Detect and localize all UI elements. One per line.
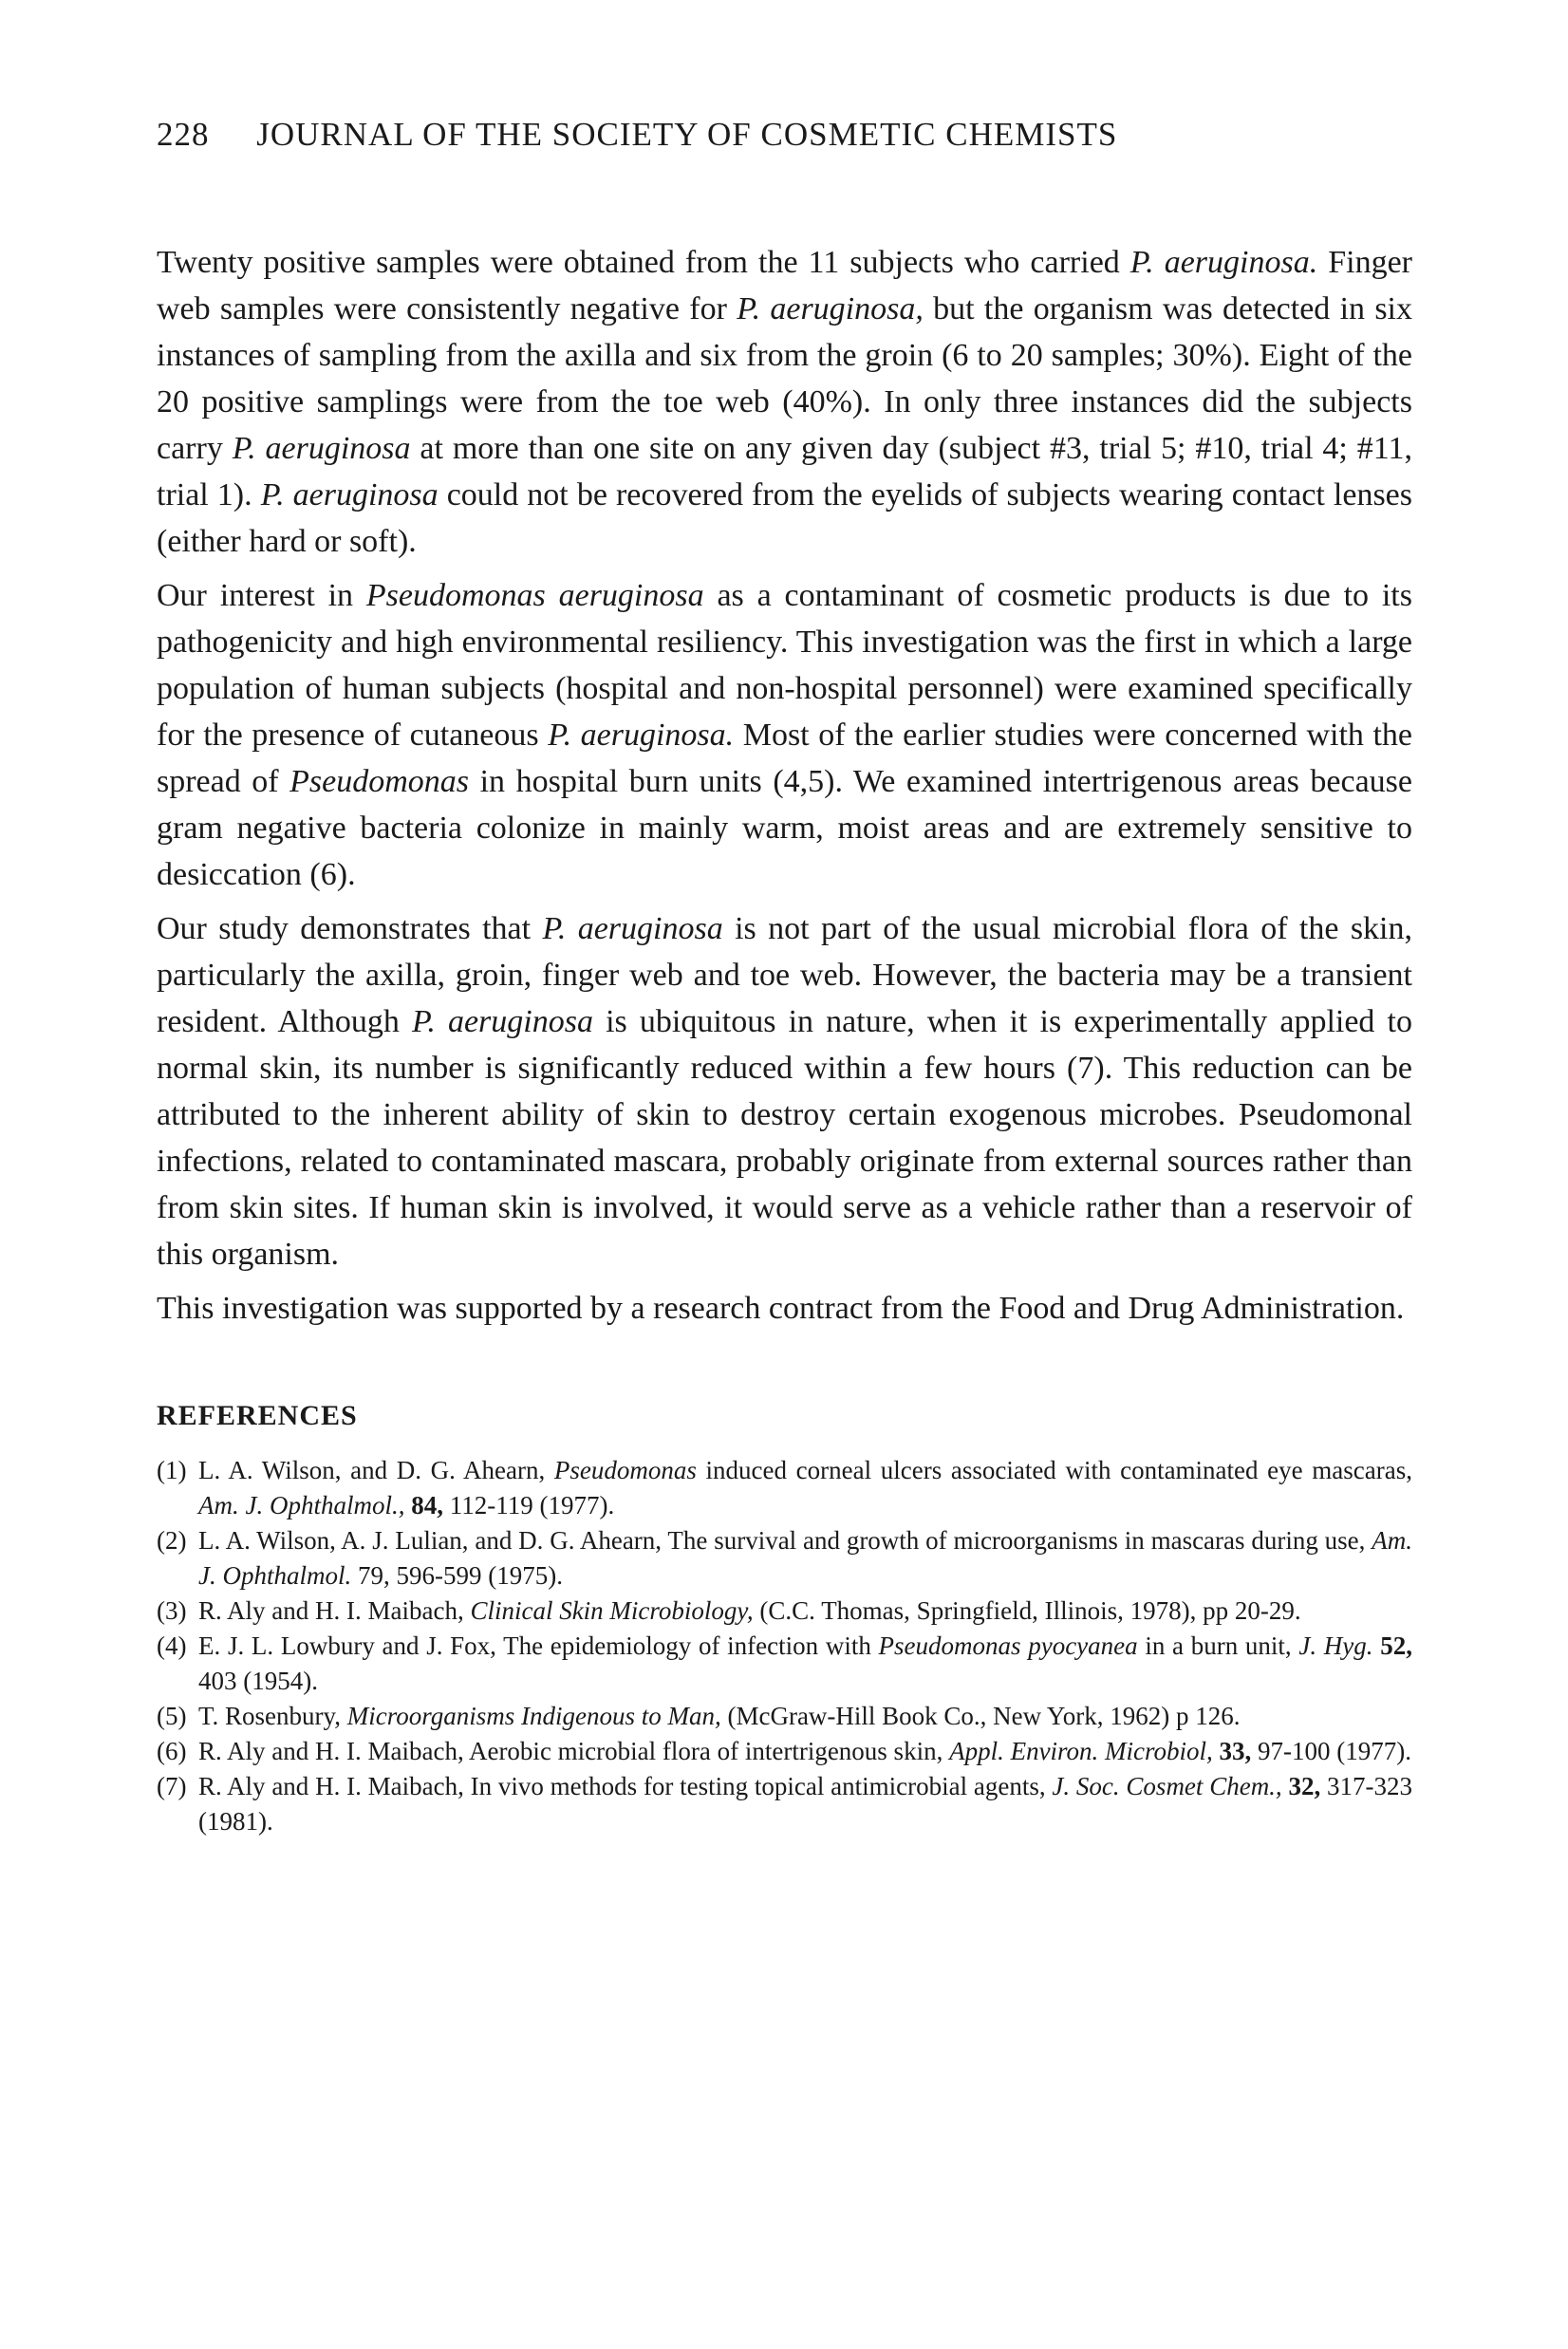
page-body bbox=[157, 239, 1412, 1839]
text-run: L. A. Wilson, A. J. Lulian, and D. G. Ahearn, The survival and growth of microorganisms in mascaras during use, bbox=[198, 1526, 1372, 1555]
text-run: 97-100 (1977). bbox=[1251, 1737, 1412, 1765]
reference-number: (4) bbox=[157, 1631, 187, 1660]
text-run: This investigation was supported by a research contract from the Food and Drug Administration. bbox=[157, 1291, 1405, 1326]
page-number: 228 bbox=[157, 116, 210, 153]
reference-item bbox=[157, 1734, 1412, 1769]
italic-text: P. aeruginosa, bbox=[737, 291, 924, 326]
reference-item bbox=[157, 1629, 1412, 1699]
text-run: 403 (1954). bbox=[198, 1667, 318, 1695]
reference-number: (2) bbox=[157, 1526, 187, 1555]
reference-item bbox=[157, 1699, 1412, 1734]
body-paragraph bbox=[157, 1285, 1412, 1332]
text-run: as a contaminant of cosmetic products is due to its pathogenicity and high environmental resiliency. This investigation was the first in which a large population of human subjects (hospital and non-hospital personnel) were examined specifically for the presence of cutaneous bbox=[157, 578, 1412, 753]
bold-text: 52, bbox=[1380, 1631, 1412, 1660]
italic-text: P. aeruginosa bbox=[260, 477, 439, 513]
text-run: in a burn unit, bbox=[1137, 1631, 1299, 1660]
text-run: is not part of the usual microbial flora of the skin, particularly the axilla, groin, finger web and toe web. However, the bacteria may be a transient resident. Although bbox=[157, 911, 1412, 1039]
bold-text: 33, bbox=[1219, 1737, 1252, 1765]
reference-item bbox=[157, 1523, 1412, 1594]
reference-number: (3) bbox=[157, 1596, 187, 1625]
text-run: Our study demonstrates that bbox=[157, 911, 543, 946]
italic-text: P. aeruginosa. bbox=[1129, 245, 1318, 280]
reference-number: (6) bbox=[157, 1737, 187, 1765]
text-run: R. Aly and H. I. Maibach, Aerobic microbial flora of intertrigenous skin, bbox=[198, 1737, 950, 1765]
text-run: T. Rosenbury, bbox=[198, 1702, 347, 1730]
text-run: R. Aly and H. I. Maibach, In vivo methods for testing topical antimicrobial agents, bbox=[198, 1772, 1053, 1800]
italic-text: P. aeruginosa. bbox=[548, 718, 735, 753]
italic-text: Am. J. Ophthalmol. bbox=[198, 1526, 1412, 1590]
text-run: Most of the earlier studies were concerned with the spread of bbox=[157, 718, 1412, 799]
italic-text: Microorganisms Indigenous to Man, bbox=[346, 1702, 721, 1730]
text-run: in hospital burn units (4,5). We examined intertrigenous areas because gram negative bacteria colonize in mainly warm, moist areas and are extremely sensitive to desiccation (6). bbox=[157, 764, 1412, 892]
body-paragraph bbox=[157, 239, 1412, 565]
text-run: (McGraw-Hill Book Co., New York, 1962) p 126. bbox=[720, 1702, 1241, 1730]
text-run: E. J. L. Lowbury and J. Fox, The epidemiology of infection with bbox=[198, 1631, 879, 1660]
italic-text: Appl. Environ. Microbiol, bbox=[949, 1737, 1213, 1765]
italic-text: P. aeruginosa bbox=[232, 431, 411, 466]
text-run bbox=[1213, 1737, 1220, 1765]
text-run: could not be recovered from the eyelids of subjects wearing contact lenses (either hard or soft). bbox=[157, 477, 1413, 559]
text-run: at more than one site on any given day (subject #3, trial 5; #10, trial 4; #11, trial 1). bbox=[157, 431, 1413, 513]
text-run: R. Aly and H. I. Maibach, bbox=[198, 1596, 471, 1625]
italic-text: Pseudomonas pyocyanea bbox=[878, 1631, 1138, 1660]
italic-text: J. Soc. Cosmet Chem., bbox=[1052, 1772, 1282, 1800]
references-list bbox=[157, 1453, 1412, 1839]
text-run: 112-119 (1977). bbox=[442, 1491, 615, 1519]
reference-item bbox=[157, 1594, 1412, 1629]
text-run: is ubiquitous in nature, when it is experimentally applied to normal skin, its number is significantly reduced within a few hours (7). This reduction can be attributed to the inherent ability of skin to destroy certain exogenous microbes. Pseudomonal infections, related to contaminated mascara, probably originate from external sources rather than from skin sites. If human skin is involved, it would serve as a vehicle rather than a reservoir of this organism. bbox=[157, 1004, 1413, 1272]
reference-item bbox=[157, 1453, 1412, 1523]
body-paragraph bbox=[157, 905, 1412, 1277]
running-header bbox=[157, 116, 1117, 154]
italic-text: P. aeruginosa bbox=[411, 1004, 593, 1039]
text-run: Our interest in bbox=[157, 578, 366, 613]
journal-title: JOURNAL OF THE SOCIETY OF COSMETIC CHEMISTS bbox=[256, 116, 1118, 153]
bold-text: 32, bbox=[1288, 1772, 1321, 1800]
text-run: 317-323 (1981). bbox=[198, 1772, 1412, 1836]
reference-number: (1) bbox=[157, 1456, 187, 1484]
bold-text: 84, bbox=[411, 1491, 443, 1519]
text-run: 79, 596-599 (1975). bbox=[351, 1561, 563, 1590]
text-run: L. A. Wilson, and D. G. Ahearn, bbox=[198, 1456, 554, 1484]
italic-text: Pseudomonas aeruginosa bbox=[365, 578, 704, 613]
text-run: (C.C. Thomas, Springfield, Illinois, 1978), pp 20-29. bbox=[753, 1596, 1301, 1625]
text-run: Twenty positive samples were obtained from the 11 subjects who carried bbox=[157, 245, 1130, 280]
italic-text: Pseudomonas bbox=[553, 1456, 697, 1484]
italic-text: P. aeruginosa bbox=[542, 911, 723, 946]
references-heading: REFERENCES bbox=[157, 1400, 358, 1431]
body-paragraph bbox=[157, 572, 1412, 898]
italic-text: Pseudomonas bbox=[289, 764, 470, 799]
italic-text: Am. J. Ophthalmol., bbox=[198, 1491, 405, 1519]
italic-text: Clinical Skin Microbiology, bbox=[470, 1596, 754, 1625]
text-run: induced corneal ulcers associated with contaminated eye mascaras, bbox=[696, 1456, 1412, 1484]
text-run: Finger web samples were consistently negative for bbox=[157, 245, 1412, 326]
reference-item bbox=[157, 1769, 1412, 1839]
text-run: but the organism was detected in six instances of sampling from the axilla and six from the groin (6 to 20 samples; 30%). Eight of the 20 positive samplings were from the toe web (40%). In only three instances did the subjects carry bbox=[157, 291, 1412, 466]
reference-number: (7) bbox=[157, 1772, 187, 1800]
italic-text: J. Hyg. bbox=[1298, 1631, 1373, 1660]
reference-number: (5) bbox=[157, 1702, 187, 1730]
